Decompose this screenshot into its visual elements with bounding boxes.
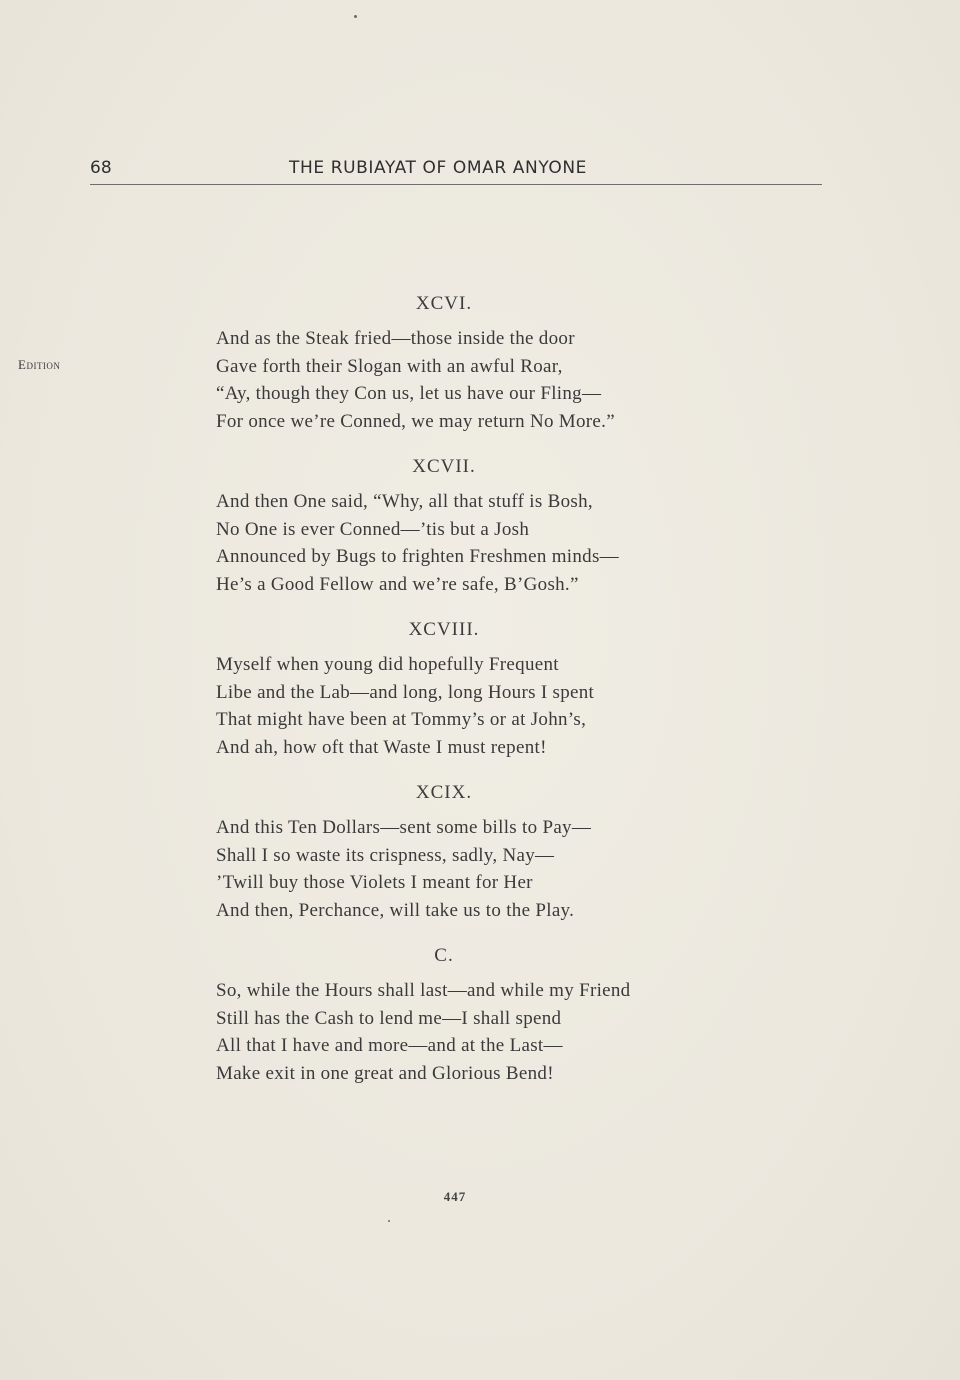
verse-line: And this Ten Dollars—sent some bills to Pay— [216, 817, 592, 838]
verse-line: So, while the Hours shall last—and while my Friend [216, 980, 631, 1001]
verse-line: “Ay, though they Con us, let us have our Fling— [216, 383, 602, 404]
page-header [90, 156, 822, 185]
verse-line: Myself when young did hopefully Frequent [216, 654, 559, 675]
verse-line: And then One said, “Why, all that stuff is Bosh, [216, 491, 593, 512]
stanza-lines [216, 814, 776, 924]
stanza-lines [216, 651, 776, 761]
verse-line: And then, Perchance, will take us to the Play. [216, 899, 575, 921]
stanza-numeral: XCVII. [412, 456, 476, 477]
page-number: 68 [90, 158, 112, 178]
verse-line: That might have been at Tommy’s or at John’s, [216, 709, 587, 730]
verse-line: No One is ever Conned—’tis but a Josh [216, 518, 530, 540]
verse-line: Gave forth their Slogan with an awful Roar, [216, 355, 563, 377]
running-title: THE RUBIAYAT OF OMAR ANYONE [289, 158, 588, 178]
verse-line: He’s a Good Fellow and we’re safe, B’Gosh.” [216, 573, 579, 595]
stanza [216, 292, 776, 435]
stanza-numeral: C. [434, 945, 454, 966]
stanza-numeral: XCIX. [415, 782, 473, 803]
verse-line: Make exit in one great and Glorious Bend! [216, 1062, 554, 1084]
stanza-numeral: XCVIII. [408, 619, 480, 640]
stanza-numeral: XCVI. [415, 293, 473, 314]
ink-speck [354, 15, 357, 18]
verse-line: All that I have and more—and at the Last— [216, 1035, 563, 1056]
ink-speck [388, 1220, 390, 1222]
stanza [216, 781, 776, 924]
stanza [216, 618, 776, 761]
verse-line: ’Twill buy those Violets I meant for Her [216, 872, 533, 893]
stanza [216, 944, 776, 1087]
verse-line: Announced by Bugs to frighten Freshmen minds— [216, 546, 619, 567]
verse-line: Libe and the Lab—and long, long Hours I spent [216, 681, 595, 703]
verse-line: Shall I so waste its crispness, sadly, Nay— [216, 844, 555, 866]
stanza-lines [216, 325, 776, 435]
signature-number: 447 [443, 1189, 467, 1204]
stanza [216, 455, 776, 598]
verse-line: Still has the Cash to lend me—I shall spend [216, 1007, 562, 1029]
verse-line: For once we’re Conned, we may return No More.” [216, 410, 615, 432]
stanza-lines [216, 488, 776, 598]
verse-line: And as the Steak fried—those inside the door [216, 328, 575, 349]
margin-note: Edition [18, 357, 61, 372]
stanza-lines [216, 977, 776, 1087]
verse-line: And ah, how oft that Waste I must repent! [216, 736, 547, 758]
